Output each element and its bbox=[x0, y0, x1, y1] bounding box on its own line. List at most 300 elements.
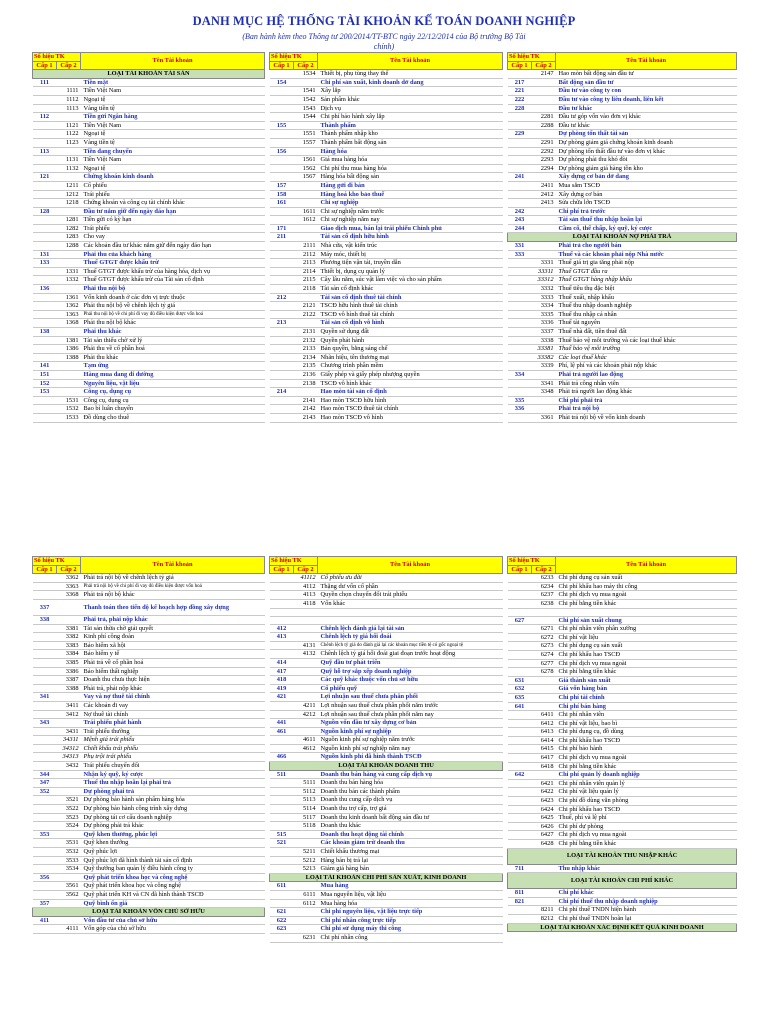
level1-code: 461 bbox=[270, 727, 294, 736]
level1-code bbox=[508, 328, 532, 337]
account-row bbox=[33, 345, 265, 354]
account-row bbox=[508, 779, 737, 788]
account-row bbox=[270, 285, 503, 294]
category-title: LOẠI TÀI KHOẢN CHI PHÍ SẢN XUẤT, KINH DOANH bbox=[270, 873, 503, 882]
account-row bbox=[33, 336, 265, 345]
account-row bbox=[270, 899, 503, 908]
account-name: Hàng mua đang đi đường bbox=[81, 370, 265, 379]
account-row bbox=[270, 805, 503, 814]
level1-code bbox=[33, 233, 57, 242]
level1-code: 222 bbox=[508, 95, 532, 104]
level2-code: 1211 bbox=[57, 181, 81, 190]
level1-code bbox=[270, 87, 294, 96]
account-row bbox=[508, 276, 737, 285]
level2-code bbox=[57, 113, 81, 122]
level2-code bbox=[57, 599, 81, 615]
account-name: Dự phòng bảo hành sản phẩm hàng hóa bbox=[81, 796, 265, 805]
level2-code: 1611 bbox=[294, 207, 318, 216]
account-row bbox=[270, 233, 503, 242]
level1-code bbox=[270, 787, 294, 796]
account-name: Chi phí trả trước bbox=[556, 207, 737, 216]
level1-code: 156 bbox=[270, 147, 294, 156]
level2-code: 3335 bbox=[532, 310, 556, 319]
account-row bbox=[508, 805, 737, 814]
account-row bbox=[508, 181, 737, 190]
account-name: Chi phí khấu hao TSCĐ bbox=[556, 805, 737, 814]
account-row bbox=[33, 890, 265, 899]
level2-code: 6411 bbox=[532, 711, 556, 720]
account-row bbox=[508, 285, 737, 294]
account-row bbox=[508, 250, 737, 259]
level2-header: Cấp 2 bbox=[532, 61, 556, 70]
account-row bbox=[33, 267, 265, 276]
account-name: Phải thu khác bbox=[81, 353, 265, 362]
level2-code: 4212 bbox=[294, 710, 318, 719]
account-row bbox=[270, 259, 503, 268]
level2-code: 6238 bbox=[532, 599, 556, 608]
level1-code: 155 bbox=[270, 121, 294, 130]
account-name: Nợ thuê tài chính bbox=[81, 710, 265, 719]
account-name: Doanh thu kinh doanh bất động sản đầu tư bbox=[318, 813, 503, 822]
account-name: Nhãn hiệu, tên thương mại bbox=[318, 353, 503, 362]
account-name: Chứng khoán và công cụ tài chính khác bbox=[81, 199, 265, 208]
level1-code bbox=[33, 156, 57, 165]
level1-code bbox=[508, 336, 532, 345]
account-row bbox=[270, 388, 503, 397]
level1-code: 627 bbox=[508, 616, 532, 625]
account-row bbox=[508, 130, 737, 139]
account-name: Doanh thu trợ cấp, trợ giá bbox=[318, 805, 503, 814]
level1-code bbox=[508, 345, 532, 354]
account-name: Chi phí vật liệu quản lý bbox=[556, 788, 737, 797]
level1-code bbox=[270, 574, 294, 583]
level1-code bbox=[33, 676, 57, 685]
level1-code bbox=[270, 405, 294, 414]
account-name: Cây lâu năm, súc vật làm việc và cho sản phẩm bbox=[318, 276, 503, 285]
account-name: Công cụ, dụng cụ bbox=[81, 388, 265, 397]
level2-code: 6231 bbox=[294, 933, 318, 942]
level2-code: 6413 bbox=[532, 728, 556, 737]
account-name: Vốn kinh doanh ở các đơn vị trực thuộc bbox=[81, 293, 265, 302]
account-row bbox=[508, 591, 737, 600]
level1-code bbox=[33, 753, 57, 762]
account-name: Tài sản thừa chờ giải quyết bbox=[81, 624, 265, 633]
level2-code: 1363 bbox=[57, 310, 81, 319]
level1-code bbox=[33, 650, 57, 659]
account-name: Chi phí khấu hao TSCĐ bbox=[556, 650, 737, 659]
account-name: Phụ trội trái phiếu bbox=[81, 753, 265, 762]
account-name: Chênh lệch tỷ giá do đánh giá lại các khoản mục tiền tệ có gốc ngoại tệ bbox=[318, 641, 503, 650]
account-name: Phải trả nội bộ về chênh lệch tỷ giá bbox=[81, 574, 265, 583]
account-name: Ngoại tệ bbox=[81, 95, 265, 104]
level1-code bbox=[270, 641, 294, 650]
account-row bbox=[508, 78, 737, 87]
account-name: Hàng hóa bbox=[318, 147, 503, 156]
account-name: Lợi nhuận sau thuế chưa phân phối bbox=[318, 693, 503, 702]
account-name: Quyền sử dụng đất bbox=[318, 328, 503, 337]
level1-code: 113 bbox=[33, 147, 57, 156]
account-row bbox=[270, 727, 503, 736]
level2-code bbox=[294, 293, 318, 302]
level1-header: Cấp 1 bbox=[508, 565, 532, 574]
level1-code: 138 bbox=[33, 328, 57, 337]
account-row bbox=[508, 822, 737, 831]
account-name: Mua sắm TSCĐ bbox=[556, 181, 737, 190]
level2-code: 1112 bbox=[57, 95, 81, 104]
level2-code bbox=[294, 882, 318, 891]
account-name: Thiết bị, dụng cụ quản lý bbox=[318, 267, 503, 276]
account-name: Phải trả nội bộ bbox=[556, 405, 737, 414]
account-row bbox=[508, 113, 737, 122]
account-name: Chi phí khác bbox=[556, 889, 737, 898]
account-row bbox=[508, 650, 737, 659]
level2-code: 3411 bbox=[57, 701, 81, 710]
account-name: Thuế bảo vệ môi trường bbox=[556, 345, 737, 354]
level1-code bbox=[270, 362, 294, 371]
level1-code bbox=[270, 104, 294, 113]
account-name: Sửa chữa lớn TSCĐ bbox=[556, 199, 737, 208]
level1-code bbox=[270, 710, 294, 719]
level2-code: 2281 bbox=[532, 113, 556, 122]
level1-code bbox=[508, 914, 532, 923]
level1-code bbox=[33, 310, 57, 319]
account-name: Quyền phát hành bbox=[318, 336, 503, 345]
level1-code bbox=[270, 744, 294, 753]
account-row bbox=[508, 95, 737, 104]
level1-code: 217 bbox=[508, 78, 532, 87]
account-name: Quỹ phát triển KH và CN đã hình thành TSCĐ bbox=[81, 890, 265, 899]
level1-code bbox=[508, 293, 532, 302]
level1-code bbox=[508, 574, 532, 583]
account-row bbox=[508, 328, 737, 337]
level1-code bbox=[33, 890, 57, 899]
account-row bbox=[270, 310, 503, 319]
account-row bbox=[508, 87, 737, 96]
level2-code: 1282 bbox=[57, 224, 81, 233]
level1-code bbox=[270, 242, 294, 251]
account-column bbox=[32, 556, 264, 934]
account-name: Phải thu của khách hàng bbox=[81, 250, 265, 259]
account-column bbox=[269, 52, 502, 423]
account-name: Các quỹ khác thuộc vốn chủ sở hữu bbox=[318, 676, 503, 685]
account-name: Chi phí vật liệu, bao bì bbox=[556, 719, 737, 728]
account-name: Chi phí nhân công trực tiếp bbox=[318, 916, 503, 925]
account-name: Hàng bán bị trả lại bbox=[318, 856, 503, 865]
level1-code: 333 bbox=[508, 250, 532, 259]
account-row bbox=[270, 890, 503, 899]
account-name: Giá vốn hàng bán bbox=[556, 685, 737, 694]
account-name: Đầu tư vào công ty liên doanh, liên kết bbox=[556, 95, 737, 104]
account-row bbox=[508, 745, 737, 754]
level2-code: 8212 bbox=[532, 914, 556, 923]
level2-code: 5117 bbox=[294, 813, 318, 822]
level1-code bbox=[270, 216, 294, 225]
account-name: Chi phí bảo hành bbox=[556, 745, 737, 754]
account-row bbox=[270, 293, 503, 302]
level2-code: 33311 bbox=[532, 267, 556, 276]
level2-code: 3524 bbox=[57, 822, 81, 831]
level1-code bbox=[33, 641, 57, 650]
account-name: Dự phòng tổn thất đầu tư vào đơn vị khác bbox=[556, 147, 737, 156]
level1-code bbox=[270, 302, 294, 311]
account-row bbox=[270, 684, 503, 693]
account-name: Tiền mặt bbox=[81, 78, 265, 87]
level2-code bbox=[532, 864, 556, 873]
level2-code bbox=[294, 190, 318, 199]
level2-code bbox=[294, 658, 318, 667]
level1-code bbox=[33, 164, 57, 173]
account-row bbox=[270, 865, 503, 874]
level2-code bbox=[294, 319, 318, 328]
level2-code: 1131 bbox=[57, 156, 81, 165]
level2-code bbox=[294, 121, 318, 130]
account-row bbox=[270, 87, 503, 96]
level2-code: 6418 bbox=[532, 762, 556, 771]
account-row bbox=[508, 156, 737, 165]
level1-code bbox=[33, 199, 57, 208]
account-row bbox=[508, 719, 737, 728]
account-name: Doanh thu khác bbox=[318, 822, 503, 831]
account-name: Phải trả cho người bán bbox=[556, 242, 737, 251]
level1-code bbox=[33, 345, 57, 354]
level2-code bbox=[57, 259, 81, 268]
level2-code: 2114 bbox=[294, 267, 318, 276]
level2-code: 2291 bbox=[532, 138, 556, 147]
account-row bbox=[270, 156, 503, 165]
level2-code: 6273 bbox=[532, 642, 556, 651]
level1-code bbox=[270, 267, 294, 276]
account-name: Phải thu nội bộ khác bbox=[81, 319, 265, 328]
level2-code: 5113 bbox=[294, 796, 318, 805]
account-name-header: Tên Tài khoản bbox=[556, 557, 737, 574]
account-row bbox=[270, 736, 503, 745]
account-row bbox=[270, 676, 503, 685]
account-name: Chi phí bằng tiền khác bbox=[556, 840, 737, 849]
level1-code bbox=[270, 396, 294, 405]
account-name: Tài sản thiếu chờ xử lý bbox=[81, 336, 265, 345]
level2-code bbox=[57, 173, 81, 182]
account-row bbox=[508, 353, 737, 362]
account-name: Chi phí thuế TNDN hoãn lại bbox=[556, 914, 737, 923]
account-row bbox=[270, 181, 503, 190]
account-name: Hao mòn bất động sản đầu tư bbox=[556, 70, 737, 79]
account-table bbox=[269, 52, 503, 423]
level1-code: 243 bbox=[508, 216, 532, 225]
account-name: Giá thành sản xuất bbox=[556, 676, 737, 685]
account-row bbox=[508, 345, 737, 354]
account-name: Thuế xuất, nhập khẩu bbox=[556, 293, 737, 302]
account-name: Thuế GTGT hàng nhập khẩu bbox=[556, 276, 737, 285]
account-row bbox=[270, 599, 503, 608]
account-name-header: Tên Tài khoản bbox=[318, 557, 503, 574]
level2-code: 2292 bbox=[532, 147, 556, 156]
account-row bbox=[270, 667, 503, 676]
account-row bbox=[508, 224, 737, 233]
account-name: Thuế và các khoản phải nộp Nhà nước bbox=[556, 250, 737, 259]
level1-code: 128 bbox=[33, 207, 57, 216]
account-row bbox=[508, 242, 737, 251]
level1-code bbox=[270, 736, 294, 745]
account-row bbox=[270, 641, 503, 650]
account-row bbox=[270, 856, 503, 865]
level1-code: 112 bbox=[33, 113, 57, 122]
account-column bbox=[507, 556, 736, 932]
account-name: Thặng dư vốn cổ phần bbox=[318, 582, 503, 591]
level2-code bbox=[532, 685, 556, 694]
level1-code: 335 bbox=[508, 396, 532, 405]
account-name bbox=[318, 608, 503, 616]
account-name: Đầu tư vào công ty con bbox=[556, 87, 737, 96]
level2-code: 1557 bbox=[294, 138, 318, 147]
account-row bbox=[270, 624, 503, 633]
account-row bbox=[270, 379, 503, 388]
category-band bbox=[270, 762, 503, 771]
account-name-header: Tên Tài khoản bbox=[318, 53, 503, 70]
level2-code: 3561 bbox=[57, 882, 81, 891]
category-band bbox=[508, 848, 737, 864]
account-name: TSCĐ vô hình thuê tài chính bbox=[318, 310, 503, 319]
level2-code: 1332 bbox=[57, 276, 81, 285]
level2-code bbox=[57, 250, 81, 259]
level1-code: 357 bbox=[33, 899, 57, 908]
level2-code bbox=[57, 362, 81, 371]
account-name: Cổ phiếu ưu đãi bbox=[318, 574, 503, 583]
account-name: Dịch vụ bbox=[318, 104, 503, 113]
level1-code bbox=[270, 259, 294, 268]
level1-code bbox=[508, 745, 532, 754]
level1-code bbox=[33, 267, 57, 276]
account-name: Dự phòng tái cơ cấu doanh nghiệp bbox=[81, 813, 265, 822]
level1-code: 152 bbox=[33, 379, 57, 388]
level2-code: 3332 bbox=[532, 285, 556, 294]
account-row bbox=[33, 796, 265, 805]
account-row bbox=[33, 856, 265, 865]
account-name: Chi phí nhân viên quản lý bbox=[556, 779, 737, 788]
account-name: Thuế, phí và lệ phí bbox=[556, 814, 737, 823]
level1-code bbox=[508, 805, 532, 814]
account-number-header: Số hiệu TK bbox=[33, 53, 81, 62]
account-row bbox=[270, 95, 503, 104]
level1-code: 622 bbox=[270, 916, 294, 925]
level1-header: Cấp 1 bbox=[33, 61, 57, 70]
level1-code bbox=[33, 727, 57, 736]
level2-code: 6234 bbox=[532, 582, 556, 591]
account-table bbox=[32, 556, 265, 934]
account-row bbox=[270, 199, 503, 208]
account-name: Quỹ bình ổn giá bbox=[81, 899, 265, 908]
account-name: Phí, lệ phí và các khoản phải nộp khác bbox=[556, 362, 737, 371]
category-band bbox=[33, 908, 265, 917]
level2-code: 2122 bbox=[294, 310, 318, 319]
account-row bbox=[33, 78, 265, 87]
level2-code: 6272 bbox=[532, 633, 556, 642]
level2-code: 3361 bbox=[532, 413, 556, 422]
level1-code bbox=[33, 130, 57, 139]
level2-code: 3348 bbox=[532, 388, 556, 397]
account-name bbox=[318, 616, 503, 624]
account-row bbox=[33, 650, 265, 659]
account-row bbox=[508, 582, 737, 591]
level1-code bbox=[270, 370, 294, 379]
level1-code: 821 bbox=[508, 897, 532, 906]
account-name: Tiền Việt Nam bbox=[81, 87, 265, 96]
account-row bbox=[508, 616, 737, 625]
account-row bbox=[270, 130, 503, 139]
level1-code bbox=[270, 599, 294, 608]
account-row bbox=[33, 138, 265, 147]
account-row bbox=[270, 113, 503, 122]
level2-code: 1544 bbox=[294, 113, 318, 122]
level2-header: Cấp 2 bbox=[294, 61, 318, 70]
account-row bbox=[270, 933, 503, 942]
level1-code bbox=[33, 805, 57, 814]
level1-code bbox=[33, 762, 57, 771]
account-name: Chi phí bán hàng bbox=[556, 702, 737, 711]
account-name: Bao bì luân chuyển bbox=[81, 405, 265, 414]
level2-code: 1218 bbox=[57, 199, 81, 208]
level1-code bbox=[270, 250, 294, 259]
account-row bbox=[33, 710, 265, 719]
account-name: Chi phí dự phòng bbox=[556, 822, 737, 831]
account-name: Trái phiếu chuyển đổi bbox=[81, 762, 265, 771]
level2-code: 3341 bbox=[532, 379, 556, 388]
account-row bbox=[33, 762, 265, 771]
level2-code bbox=[532, 87, 556, 96]
level2-code: 2143 bbox=[294, 413, 318, 422]
account-row bbox=[508, 754, 737, 763]
level2-code: 2121 bbox=[294, 302, 318, 311]
account-name: Hàng hoá kho bảo thuế bbox=[318, 190, 503, 199]
account-name: Phải trả người lao động bbox=[556, 370, 737, 379]
level1-code: 353 bbox=[33, 830, 57, 839]
level1-code: 631 bbox=[508, 676, 532, 685]
category-title: LOẠI TÀI KHOẢN DOANH THU bbox=[270, 762, 503, 771]
level2-header: Cấp 2 bbox=[57, 61, 81, 70]
level2-code: 3562 bbox=[57, 890, 81, 899]
level2-code: 5212 bbox=[294, 856, 318, 865]
level2-code: 4611 bbox=[294, 736, 318, 745]
category-band bbox=[33, 70, 265, 79]
level1-code bbox=[270, 616, 294, 624]
level2-code: 34313 bbox=[57, 753, 81, 762]
account-name: Phải thu về cổ phần hoá bbox=[81, 345, 265, 354]
level1-code bbox=[33, 813, 57, 822]
account-name: Quỹ phúc lợi bbox=[81, 848, 265, 857]
account-name: Phải thu nội bộ bbox=[81, 285, 265, 294]
level1-code bbox=[270, 285, 294, 294]
account-row bbox=[270, 882, 503, 891]
level2-code bbox=[532, 405, 556, 414]
account-name: Đồ dùng cho thuê bbox=[81, 413, 265, 422]
level2-code: 3334 bbox=[532, 302, 556, 311]
account-name: Phải trả công nhân viên bbox=[556, 379, 737, 388]
level2-code bbox=[57, 379, 81, 388]
level1-code bbox=[508, 633, 532, 642]
account-name: Dự phòng giảm giá chứng khoán kinh doanh bbox=[556, 138, 737, 147]
account-row bbox=[33, 719, 265, 728]
account-name: Trái phiếu bbox=[81, 190, 265, 199]
level2-code: 3521 bbox=[57, 796, 81, 805]
level2-code: 6424 bbox=[532, 805, 556, 814]
account-name: Thuế giá trị gia tăng phải nộp bbox=[556, 259, 737, 268]
level2-code: 3362 bbox=[57, 574, 81, 583]
account-row bbox=[270, 658, 503, 667]
account-name bbox=[556, 608, 737, 616]
level2-code: 6233 bbox=[532, 574, 556, 583]
account-row bbox=[270, 650, 503, 659]
account-row bbox=[508, 693, 737, 702]
table-header-row bbox=[270, 557, 503, 566]
